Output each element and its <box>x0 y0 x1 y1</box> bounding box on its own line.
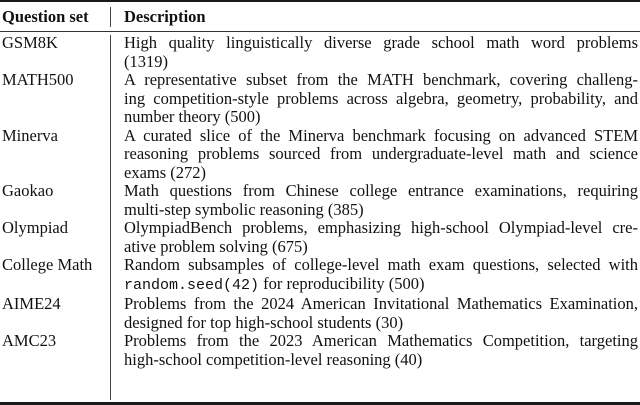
question-set-name: MATH500 <box>2 70 74 89</box>
question-set-description <box>124 256 638 295</box>
question-set-description <box>124 71 638 127</box>
description-line <box>124 275 638 296</box>
description-text: for reproducibility (500) <box>259 273 425 293</box>
top-rule <box>0 0 640 2</box>
header-rule <box>0 31 640 32</box>
question-set-name: AIME24 <box>2 294 61 313</box>
table-header-row <box>0 5 640 29</box>
description-line: (1319) <box>124 51 168 71</box>
description-line: A representative subset from the MATH benchmark, covering challeng- <box>124 70 638 89</box>
question-set-name: AMC23 <box>2 331 57 350</box>
description-line: exams (272) <box>124 162 207 182</box>
description-line: high-school competition-level reasoning (40) <box>124 349 423 369</box>
table-row <box>0 34 640 71</box>
question-set-name: GSM8K <box>2 33 58 52</box>
question-set-description <box>124 332 638 369</box>
header-question-set: Question set <box>2 7 89 26</box>
question-set-description <box>124 182 638 219</box>
header-description: Description <box>124 7 206 26</box>
table-row <box>0 127 640 183</box>
description-line: ative problem solving (675) <box>124 236 308 256</box>
table-row <box>0 256 640 295</box>
description-line: Random subsamples of college-level math exam questions, selected with <box>124 255 638 274</box>
description-line: Problems from the 2024 American Invitational Mathematics Examination, <box>124 294 638 313</box>
question-set-name: Olympiad <box>2 218 68 237</box>
table-row <box>0 295 640 332</box>
question-set-description <box>124 34 638 71</box>
table-row <box>0 219 640 256</box>
description-line: reasoning problems sourced from undergraduate-level math and science <box>124 144 638 163</box>
table-row <box>0 71 640 127</box>
description-line: number theory (500) <box>124 107 261 126</box>
question-set-name: Gaokao <box>2 181 54 200</box>
table-row <box>0 182 640 219</box>
table-row <box>0 332 640 369</box>
description-line: ing competition-style problems across algebra, geometry, probability, and <box>124 88 638 108</box>
description-line: Problems from the 2023 American Mathematics Competition, targeting <box>124 331 638 350</box>
description-line: multi-step symbolic reasoning (385) <box>124 199 364 219</box>
description-line: designed for top high-school students (30) <box>124 312 404 332</box>
description-line: OlympiadBench problems, emphasizing high-school Olympiad-level cre- <box>124 218 638 237</box>
question-set-description <box>124 219 638 256</box>
description-line: Math questions from Chinese college entrance examinations, requiring <box>124 181 638 200</box>
description-line: A curated slice of the Minerva benchmark focusing on advanced STEM <box>124 125 638 145</box>
question-set-name: Minerva <box>2 125 58 145</box>
table-body <box>0 34 640 369</box>
question-set-description <box>124 295 638 332</box>
question-set-name: College Math <box>2 255 93 274</box>
column-separator-header <box>110 7 111 27</box>
code-snippet: random.seed(42) <box>124 276 260 294</box>
question-set-description <box>124 127 638 183</box>
description-line: High quality linguistically diverse grade school math word problems <box>124 33 638 52</box>
